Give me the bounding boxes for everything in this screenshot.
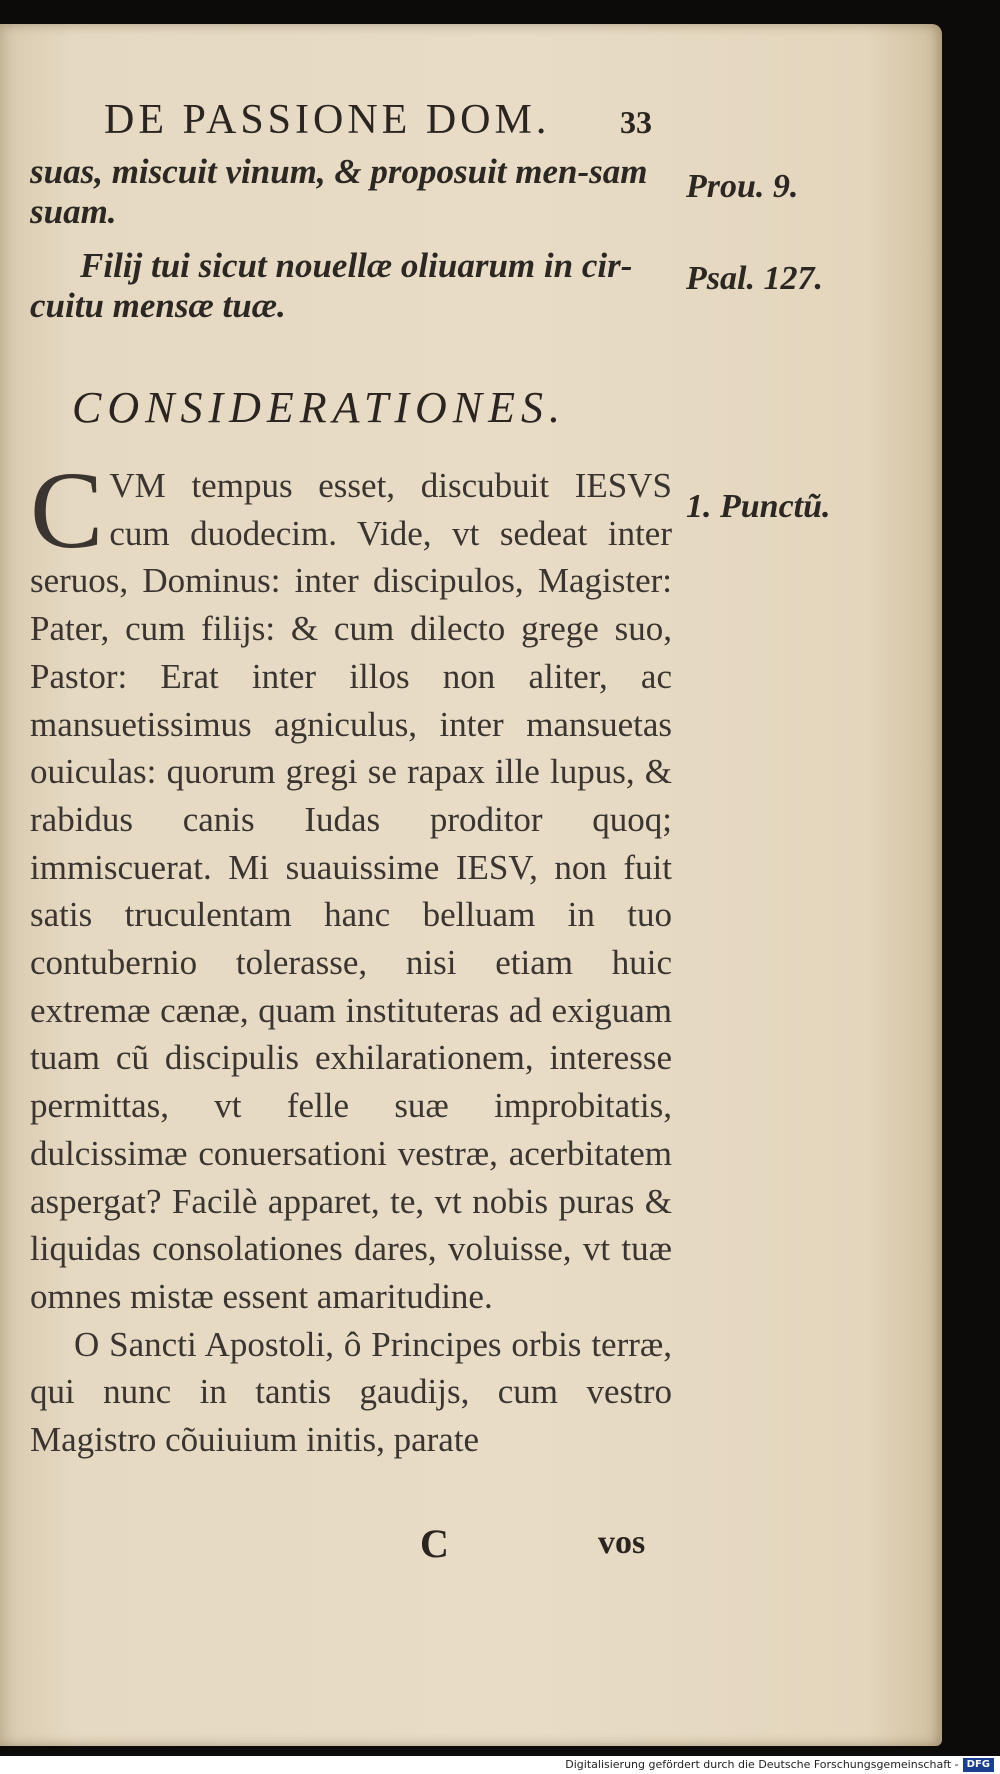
- footer-text: Digitalisierung gefördert durch die Deutsche Forschungsgemeinschaft -: [565, 1758, 959, 1771]
- signature-mark: C: [420, 1521, 449, 1566]
- paragraph-1-text: VM tempus esset, discubuit IESVS cum duodecim. Vide, vt sedeat inter seruos, Dominus: inter discipulos, Magister: Pater, cum filijs: & cum dilecto grege suo, Pastor: Erat inter illos non aliter, ac mansuetissimus agniculus, inter mansuetas ouiculas: quorum gregi se rapax ille lupus, & rabidus canis Iudas proditor quoq; immiscuerat. Mi suauissime IESV, non fuit satis truculentam hanc belluam in tuo contubernio tolerasse, nisi etiam huic extremæ cænæ, quam instituteras ad exiguam tuam cũ discipulis exhilarationem, interesse permittas, vt felle suæ improbitatis, dulcissimæ conuersationi vestræ, acerbitatem aspergat? Facilè apparet, te, vt nobis puras & liquidas consolationes dares, voluisse, vt tuæ omnes mistæ essent amaritudine.: [30, 466, 672, 1316]
- margin-note-punctum: 1. Punctũ.: [686, 488, 831, 525]
- scripture-quote-2: Filij tui sicut nouellæ oliuarum in cir-cuitu mensæ tuæ.: [30, 246, 633, 325]
- digitization-footer: [0, 1756, 1000, 1774]
- running-title: DE PASSIONE DOM.: [104, 97, 551, 143]
- paragraph-1: [30, 449, 672, 1321]
- margin-note-psal: Psal. 127.: [686, 260, 823, 297]
- paragraph-2: O Sancti Apostoli, ô Principes orbis terræ, qui nunc in tantis gaudijs, cum vestro Magistro cõuiuium initis, parate: [30, 1324, 672, 1460]
- scripture-quote-1: suas, miscuit vinum, & proposuit men-sam suam.: [30, 152, 648, 231]
- section-heading: CONSIDERATIONES.: [72, 383, 567, 432]
- dfg-logo: DFG: [963, 1758, 994, 1772]
- drop-cap: C: [30, 449, 104, 571]
- margin-note-prov: Prou. 9.: [686, 168, 799, 205]
- body-text: [30, 449, 672, 1464]
- page-number: 33: [620, 104, 652, 140]
- catchword: vos: [598, 1524, 646, 1561]
